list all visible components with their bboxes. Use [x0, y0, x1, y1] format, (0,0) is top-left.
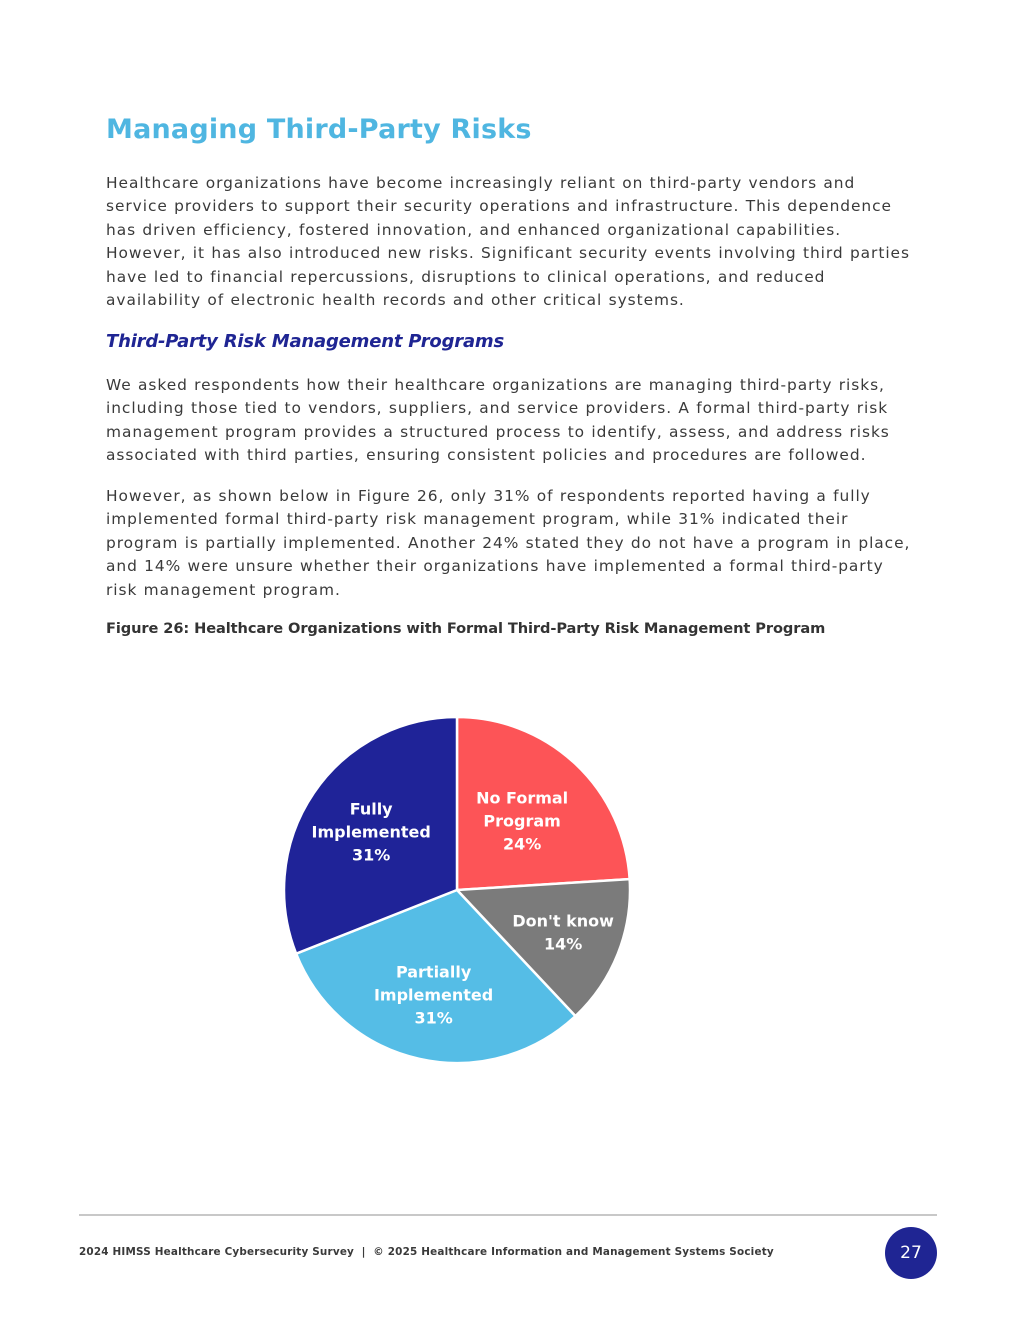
footer-text: 2024 HIMSS Healthcare Cybersecurity Survey | © 2025 Healthcare Information and Management Systems Society: [79, 1246, 774, 1258]
section-title: Third-Party Risk Management Programs: [106, 331, 504, 352]
figure-caption: Figure 26: Healthcare Organizations with Formal Third-Party Risk Management Program: [106, 620, 826, 637]
pie-slice-label: Fully Implemented 31%: [311, 799, 431, 865]
pie-slice-label: Don't know 14%: [512, 911, 614, 954]
page-title: Managing Third-Party Risks: [106, 114, 532, 145]
footer-divider: [79, 1214, 937, 1216]
section-paragraph-1: We asked respondents how their healthcare organizations are managing third-party risks, including those tied to vendors, suppliers, and service providers. A formal third-party risk management program provides a structured process to identify, assess, and address risks associated with third parties, ensuring consistent policies and procedures are followed.: [106, 376, 890, 465]
page-number-badge: 27: [885, 1227, 937, 1279]
pie-chart-svg: [270, 700, 650, 1080]
pie-slice-label: No Formal Program 24%: [476, 788, 569, 854]
pie-slice-label: Partially Implemented 31%: [373, 962, 494, 1028]
pie-chart: [270, 700, 650, 1080]
section-paragraph-2: However, as shown below in Figure 26, only 31% of respondents reported having a fully implemented formal third-party risk management program, while 31% indicated their program is partially implemented. Another 24% stated they do not have a program in place, and 14% were unsure whether their organizations have implemented a formal third-party risk management program.: [106, 487, 911, 599]
intro-paragraph: Healthcare organizations have become increasingly reliant on third-party vendors and service providers to support their security operations and infrastructure. This dependence has driven efficiency, fostered innovation, and enhanced organizational capabilities. However, it has also introduced new risks. Significant security events involving third parties have led to financial repercussions, disruptions to clinical operations, and reduced availability of electronic health records and other critical systems.: [106, 174, 910, 310]
